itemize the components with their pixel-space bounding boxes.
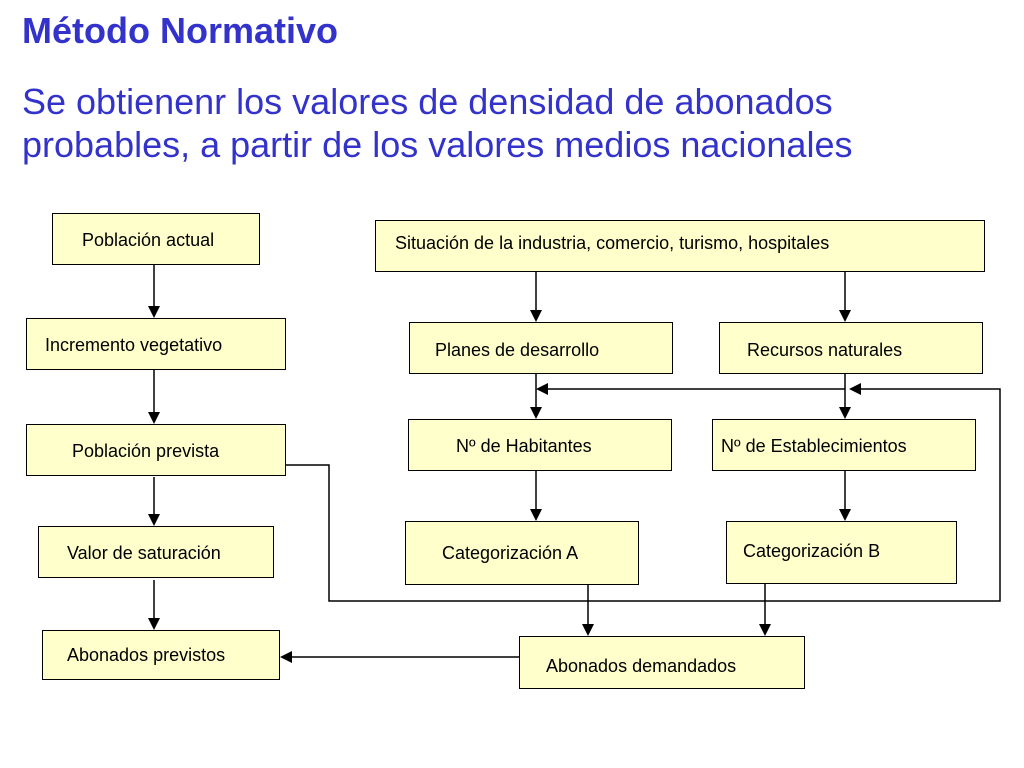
box-situacion-industria xyxy=(375,220,985,272)
arrowhead-previstos xyxy=(148,618,160,630)
arrowhead-feedback-left xyxy=(536,383,548,395)
arrowhead-incremento xyxy=(148,306,160,318)
arrowhead-cat-b xyxy=(839,509,851,521)
box-label: Abonados previstos xyxy=(67,645,226,665)
box-label: Abonados demandados xyxy=(546,656,737,676)
arrowhead-planes xyxy=(530,310,542,322)
subtitle-line-1: Se obtienenr los valores de densidad de abonados xyxy=(22,81,833,122)
arrowhead-feedback-right xyxy=(849,383,861,395)
box-abonados-demandados xyxy=(519,636,805,689)
box-poblacion-actual xyxy=(52,213,260,265)
box-num-habitantes xyxy=(408,419,672,471)
box-num-establecimientos xyxy=(712,419,976,471)
arrowhead-recursos xyxy=(839,310,851,322)
box-label: Categorización B xyxy=(743,541,881,561)
box-label: Población prevista xyxy=(72,441,220,461)
box-label: Categorización A xyxy=(442,543,579,563)
subtitle-line-2: probables, a partir de los valores medios nacionales xyxy=(22,124,853,165)
box-incremento-vegetativo xyxy=(26,318,286,370)
arrowhead-saturacion xyxy=(148,514,160,526)
slide-title: Método Normativo xyxy=(22,10,339,51)
box-categorizacion-b xyxy=(726,521,957,584)
box-label: Valor de saturación xyxy=(67,543,221,563)
box-poblacion-prevista xyxy=(26,424,286,476)
box-recursos-naturales xyxy=(719,322,983,374)
box-label: Nº de Establecimientos xyxy=(721,436,907,456)
arrowhead-to-previstos xyxy=(280,651,292,663)
box-label: Incremento vegetativo xyxy=(45,335,223,355)
box-categorizacion-a xyxy=(405,521,639,585)
box-planes-desarrollo xyxy=(409,322,673,374)
box-label: Nº de Habitantes xyxy=(456,436,592,456)
arrowhead-establecimientos xyxy=(839,407,851,419)
box-valor-saturacion xyxy=(38,526,274,578)
box-label: Situación de la industria, comercio, turismo, hospitales xyxy=(395,233,830,253)
arrowhead-cat-a xyxy=(530,509,542,521)
arrowhead-demandados-b xyxy=(759,624,771,636)
box-label: Recursos naturales xyxy=(747,340,903,360)
arrowhead-prevista xyxy=(148,412,160,424)
box-label: Planes de desarrollo xyxy=(435,340,600,360)
box-abonados-previstos xyxy=(42,630,280,680)
arrowhead-habitantes xyxy=(530,407,542,419)
box-label: Población actual xyxy=(82,230,215,250)
arrowhead-demandados-a xyxy=(582,624,594,636)
